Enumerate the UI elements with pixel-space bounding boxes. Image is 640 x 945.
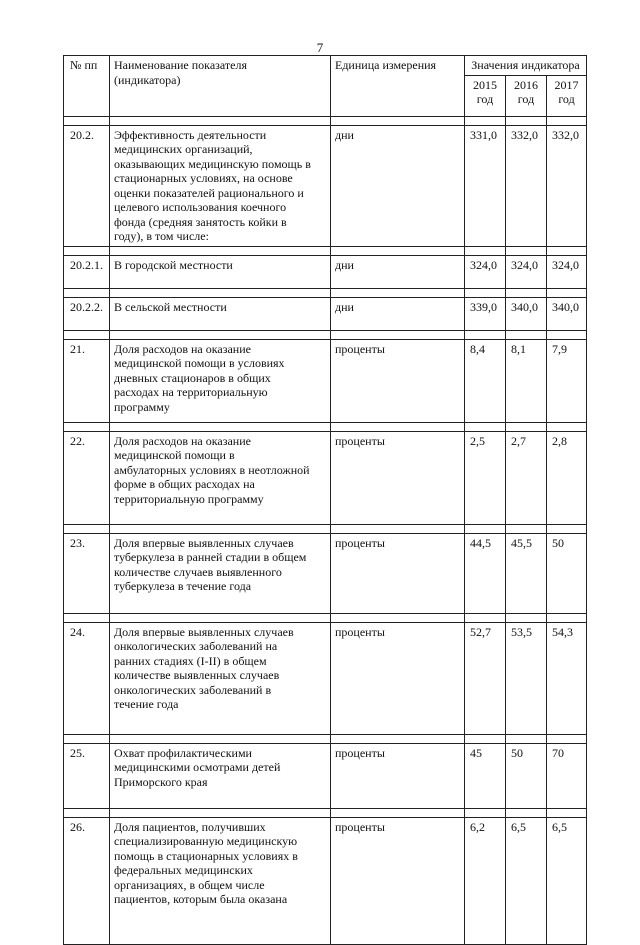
value-2016: 53,5: [506, 622, 547, 734]
unit: проценты: [331, 743, 465, 808]
row-gap-cell: [110, 288, 331, 297]
value-2015: 2,5: [465, 431, 506, 524]
row-gap-cell: [64, 116, 110, 125]
indicator-name: В сельской местности: [110, 297, 331, 330]
row-gap-cell: [547, 330, 587, 339]
indicator-name: Эффективность деятельности медицинских организаций, оказывающих медицинскую помощь в стационарных условиях, на основе оценки показателей рационального и целевого использования коечного фонда (средняя занятость койки в году), в том числе:: [110, 125, 331, 246]
table-row: [64, 339, 587, 422]
value-2015: 8,4: [465, 339, 506, 422]
row-gap-cell: [110, 524, 331, 533]
value-2016: 324,0: [506, 255, 547, 288]
row-number: 20.2.: [64, 125, 110, 246]
row-gap-cell: [64, 246, 110, 255]
row-number: 20.2.2.: [64, 297, 110, 330]
row-gap-cell: [465, 116, 506, 125]
row-gap-cell: [331, 613, 465, 622]
row-gap-cell: [506, 734, 547, 743]
row-gap-cell: [331, 524, 465, 533]
value-2016: 340,0: [506, 297, 547, 330]
indicator-name: Охват профилактическими медицинскими осмотрами детей Приморского края: [110, 743, 331, 808]
value-2015: 52,7: [465, 622, 506, 734]
row-gap-cell: [506, 246, 547, 255]
indicator-name: В городской местности: [110, 255, 331, 288]
header-row: [64, 56, 587, 76]
row-gap-cell: [506, 613, 547, 622]
table-row: [64, 817, 587, 944]
row-gap-cell: [331, 734, 465, 743]
value-2016: 332,0: [506, 125, 547, 246]
table-row: [64, 431, 587, 524]
row-gap-cell: [64, 734, 110, 743]
row-gap-cell: [110, 734, 331, 743]
row-gap-cell: [110, 246, 331, 255]
row-gap-cell: [110, 422, 331, 431]
row-gap-cell: [110, 116, 331, 125]
header-year: 2017 год: [547, 75, 587, 116]
row-gap-cell: [465, 246, 506, 255]
value-2017: 54,3: [547, 622, 587, 734]
row-gap-cell: [64, 330, 110, 339]
row-gap-cell: [64, 422, 110, 431]
unit: дни: [331, 255, 465, 288]
value-2016: 50: [506, 743, 547, 808]
row-gap-cell: [110, 808, 331, 817]
row-gap: [64, 330, 587, 339]
value-2017: 324,0: [547, 255, 587, 288]
row-gap-cell: [465, 524, 506, 533]
indicator-name: Доля пациентов, получивших специализированную медицинскую помощь в стационарных условиях в федеральных медицинских организациях, в общем числе пациентов, которым была оказана: [110, 817, 331, 944]
row-gap-cell: [547, 613, 587, 622]
value-2015: 6,2: [465, 817, 506, 944]
row-gap-cell: [331, 422, 465, 431]
row-gap-cell: [547, 808, 587, 817]
value-2017: 70: [547, 743, 587, 808]
table-row: [64, 255, 587, 288]
row-gap: [64, 613, 587, 622]
header-num: № пп: [64, 56, 110, 117]
indicator-name: Доля впервые выявленных случаев онкологических заболеваний на ранних стадиях (I-II) в общем количестве выявленных случаев онкологических заболеваний в течение года: [110, 622, 331, 734]
value-2016: 6,5: [506, 817, 547, 944]
value-2015: 44,5: [465, 533, 506, 613]
unit: дни: [331, 125, 465, 246]
row-gap-cell: [465, 330, 506, 339]
row-gap-cell: [110, 613, 331, 622]
row-gap-cell: [64, 613, 110, 622]
row-gap-cell: [465, 422, 506, 431]
row-gap-cell: [465, 808, 506, 817]
value-2017: 332,0: [547, 125, 587, 246]
unit: проценты: [331, 431, 465, 524]
unit: проценты: [331, 339, 465, 422]
value-2017: 340,0: [547, 297, 587, 330]
row-gap: [64, 808, 587, 817]
row-gap-cell: [547, 288, 587, 297]
row-gap-cell: [331, 808, 465, 817]
table-row: [64, 622, 587, 734]
unit: проценты: [331, 622, 465, 734]
header-name: Наименование показателя (индикатора): [110, 56, 331, 117]
indicators-table: [63, 55, 587, 945]
value-2017: 6,5: [547, 817, 587, 944]
header-unit: Единица измерения: [331, 56, 465, 117]
row-gap-cell: [64, 288, 110, 297]
row-gap-cell: [547, 422, 587, 431]
table-row: [64, 125, 587, 246]
value-2015: 331,0: [465, 125, 506, 246]
row-gap-cell: [547, 246, 587, 255]
row-gap-cell: [331, 288, 465, 297]
row-gap-cell: [506, 422, 547, 431]
row-gap-cell: [465, 613, 506, 622]
row-gap: [64, 734, 587, 743]
row-gap-cell: [64, 808, 110, 817]
row-gap-cell: [331, 116, 465, 125]
unit: проценты: [331, 533, 465, 613]
row-number: 21.: [64, 339, 110, 422]
page-number: 7: [316, 40, 324, 55]
indicator-name: Доля впервые выявленных случаев туберкулеза в ранней стадии в общем количестве случаев выявленного туберкулеза в течение года: [110, 533, 331, 613]
unit: проценты: [331, 817, 465, 944]
row-gap-cell: [331, 246, 465, 255]
row-gap: [64, 246, 587, 255]
header-year: 2015 год: [465, 75, 506, 116]
value-2015: 339,0: [465, 297, 506, 330]
row-gap-cell: [506, 330, 547, 339]
row-gap: [64, 524, 587, 533]
unit: дни: [331, 297, 465, 330]
row-gap-cell: [506, 288, 547, 297]
value-2016: 2,7: [506, 431, 547, 524]
indicator-name: Доля расходов на оказание медицинской помощи в амбулаторных условиях в неотложной форме в общих расходах на территориальную программу: [110, 431, 331, 524]
table-row: [64, 297, 587, 330]
row-gap-cell: [547, 524, 587, 533]
row-gap-cell: [331, 330, 465, 339]
row-gap: [64, 288, 587, 297]
row-gap-cell: [547, 734, 587, 743]
row-number: 23.: [64, 533, 110, 613]
row-gap-cell: [506, 524, 547, 533]
header-values: Значения индикатора: [465, 56, 587, 76]
row-gap: [64, 116, 587, 125]
value-2015: 324,0: [465, 255, 506, 288]
row-gap-cell: [547, 116, 587, 125]
value-2016: 45,5: [506, 533, 547, 613]
row-gap-cell: [506, 808, 547, 817]
row-gap: [64, 422, 587, 431]
value-2016: 8,1: [506, 339, 547, 422]
row-gap-cell: [506, 116, 547, 125]
table-row: [64, 533, 587, 613]
value-2017: 7,9: [547, 339, 587, 422]
row-gap-cell: [64, 524, 110, 533]
value-2015: 45: [465, 743, 506, 808]
row-gap-cell: [465, 288, 506, 297]
header-year: 2016 год: [506, 75, 547, 116]
value-2017: 2,8: [547, 431, 587, 524]
row-number: 24.: [64, 622, 110, 734]
table-row: [64, 743, 587, 808]
row-number: 20.2.1.: [64, 255, 110, 288]
row-gap-cell: [465, 734, 506, 743]
row-number: 22.: [64, 431, 110, 524]
row-number: 25.: [64, 743, 110, 808]
indicator-name: Доля расходов на оказание медицинской помощи в условиях дневных стационаров в общих расходах на территориальную программу: [110, 339, 331, 422]
value-2017: 50: [547, 533, 587, 613]
row-gap-cell: [110, 330, 331, 339]
row-number: 26.: [64, 817, 110, 944]
